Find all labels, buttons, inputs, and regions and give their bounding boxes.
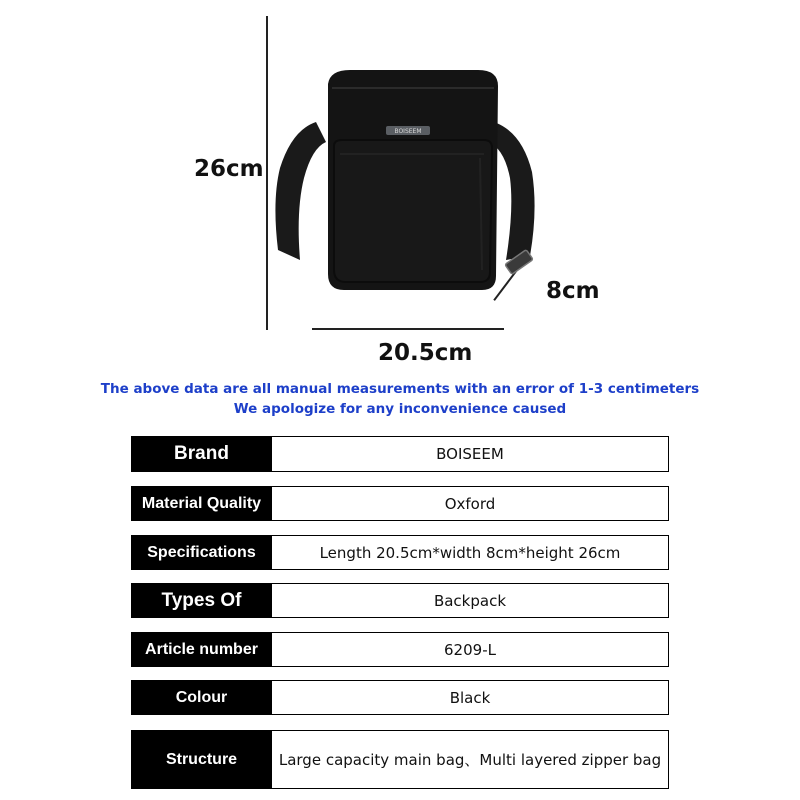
spec-row-material — [131, 486, 669, 521]
height-dimension-line — [266, 16, 268, 330]
spec-value: BOISEEM — [272, 436, 669, 472]
height-label: 26cm — [194, 156, 264, 182]
apology-notice: We apologize for any inconvenience caused — [233, 401, 567, 417]
spec-key: Colour — [131, 680, 272, 715]
spec-row-specifications — [131, 535, 669, 570]
spec-row-colour — [131, 680, 669, 715]
spec-key: Article number — [131, 632, 272, 667]
bag-logo-text: BOISEEM — [394, 128, 422, 135]
spec-value: Length 20.5cm*width 8cm*height 26cm — [272, 535, 669, 570]
spec-row-brand — [131, 436, 669, 472]
spec-value: Backpack — [272, 583, 669, 618]
depth-label: 8cm — [546, 278, 600, 304]
spec-row-article-number — [131, 632, 669, 667]
spec-key: Specifications — [131, 535, 272, 570]
spec-key: Structure — [131, 730, 272, 789]
bag-front-pocket — [334, 140, 492, 282]
measurement-notice: The above data are all manual measurements with an error of 1-3 centimeters — [100, 381, 700, 397]
spec-key: Types Of — [131, 583, 272, 618]
spec-value: 6209-L — [272, 632, 669, 667]
spec-row-structure — [131, 730, 669, 789]
spec-row-type — [131, 583, 669, 618]
spec-value: Large capacity main bag、Multi layered zipper bag — [272, 730, 669, 789]
spec-value: Oxford — [272, 486, 669, 521]
spec-key: Material Quality — [131, 486, 272, 521]
shoulder-bag-image — [270, 60, 542, 330]
spec-value: Black — [272, 680, 669, 715]
bag-strap-left — [275, 122, 326, 260]
width-label: 20.5cm — [378, 340, 473, 366]
spec-key: Brand — [131, 436, 272, 472]
